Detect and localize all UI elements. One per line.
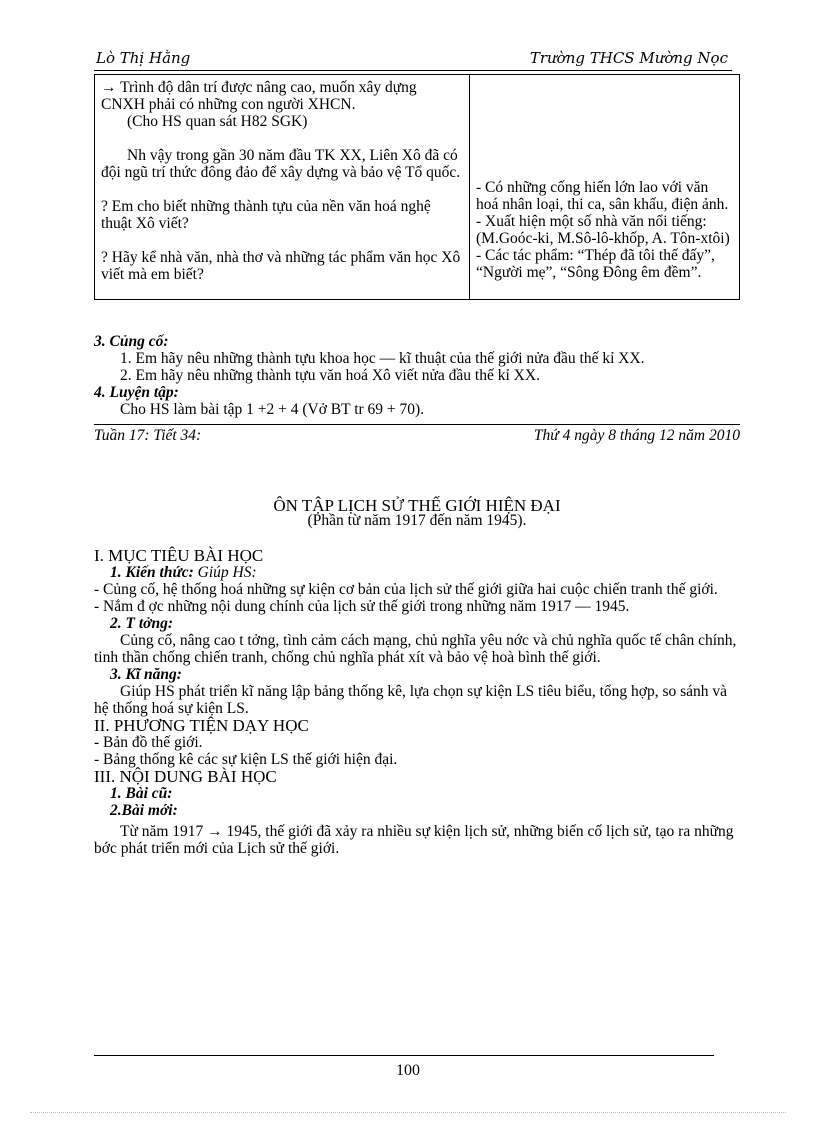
baimoi-heading: 2.Bài mới: [110,802,178,819]
kienthuc-item: - Củng cố, hệ thống hoá những sự kiện cơ bản của lịch sử thế giới giữa hai cuộc chiến tranh thế giới. [94,581,718,598]
table-left-line: ? Em cho biết những thành tựu của nền văn hoá nghệ thuật Xô viết? [101,198,431,232]
luyentap-heading: 4. Luyện tập: [94,384,179,401]
section-3-title: III. NỘI DUNG BÀI HỌC [94,767,277,786]
lesson-title: ÔN TẬP LỊCH SỬ THẾ GIỚI HIỆN ĐẠI [273,496,561,515]
header-school: Trường THCS Mường Nọc [529,49,728,67]
phuongtien-item: - Bảng thống kê các sự kiện LS thế giới hiện đại. [94,751,398,768]
table-left-line: → Trình độ dân trí được nâng cao, muốn xây dựng CNXH phải có những con người XHCN. [101,79,417,113]
tutuong-heading: 2. T tởng: [110,615,173,632]
lesson-week: Tuần 17: Tiết 34: [94,427,202,444]
baimoi-text: Từ năm 1917 → 1945, thế giới đã xảy ra nhiều sự kiện lịch sử, những biến cố lịch sử, tạo ra những bớc phát triển mới của Lịch sử thế giới. [94,823,734,857]
header-rule [94,70,732,71]
table-left-cell [95,75,470,300]
kienthuc-item: - Nắm đ ợc những nội dung chính của lịch sử thế giới trong những năm 1917 — 1945. [94,598,630,615]
lesson-date: Thứ 4 ngày 8 tháng 12 năm 2010 [533,427,740,444]
table-right-line: - Các tác phẩm: “Thép đã tôi thế đấy”, “Người mẹ”, “Sông Đông êm đềm”. [476,247,715,281]
section-2-title: II. PHƯƠNG TIỆN DẠY HỌC [94,716,309,735]
tutuong-text: Củng cố, nâng cao t tởng, tình cảm cách mạng, chủ nghĩa yêu nớc và chủ nghĩa quốc tế chân chính, tinh thần chống chiến tranh, chống chủ nghĩa phát xít và bảo vệ hoà bình thế giới. [94,632,737,666]
review-section [94,333,740,444]
table-right-cell [470,75,740,300]
table-left-line: Nh vậy trong gần 30 năm đầu TK XX, Liên Xô đã có đội ngũ trí thức đông đảo để xây dựng và bảo vệ Tổ quốc. [101,147,461,181]
cungco-item: 1. Em hãy nêu những thành tựu khoa học — kĩ thuật của thế giới nửa đầu thế kỉ XX. [120,350,645,367]
luyentap-text: Cho HS làm bài tập 1 +2 + 4 (Vở BT tr 69 + 70). [120,401,425,418]
table-left-line: ? Hãy kể nhà văn, nhà thơ và những tác phẩm văn học Xô viết mà em biết? [101,249,461,283]
footer-rule [94,1055,714,1056]
lesson-body [94,547,740,857]
page-edge-dots [30,1112,786,1113]
table-right-line: - Xuất hiện một số nhà văn nổi tiếng: (M.Goóc-ki, M.Sô-lô-khốp, A. Tôn-xtôi) [476,213,730,247]
table-right-line: - Có những cống hiến lớn lao với văn hoá nhân loại, thi ca, sân khấu, điện ảnh. [476,179,729,213]
section-1-title: I. MỤC TIÊU BÀI HỌC [94,546,264,565]
phuongtien-item: - Bản đồ thế giới. [94,734,203,751]
table-left-line: (Cho HS quan sát H82 SGK) [127,113,308,130]
header-author: Lò Thị Hằng [96,49,191,67]
kinang-text: Giúp HS phát triển kĩ năng lập bảng thống kê, lựa chọn sự kiện LS tiêu biểu, tổng hợp, so sánh và hệ thống hoá sự kiện LS. [94,683,728,717]
page-number: 100 [396,1062,420,1079]
cungco-heading: 3. Củng cố: [94,333,169,350]
baicu-heading: 1. Bài cũ: [110,785,173,802]
lesson-header [94,427,740,444]
kienthuc-heading: 1. Kiến thức: Giúp HS: [110,564,257,581]
content-table [94,74,740,300]
cungco-item: 2. Em hãy nêu những thành tựu văn hoá Xô viết nửa đầu thế kỉ XX. [120,367,540,384]
lesson-subtitle: (Phần từ năm 1917 đến năm 1945). [307,512,527,529]
kinang-heading: 3. Kĩ năng: [110,666,182,683]
